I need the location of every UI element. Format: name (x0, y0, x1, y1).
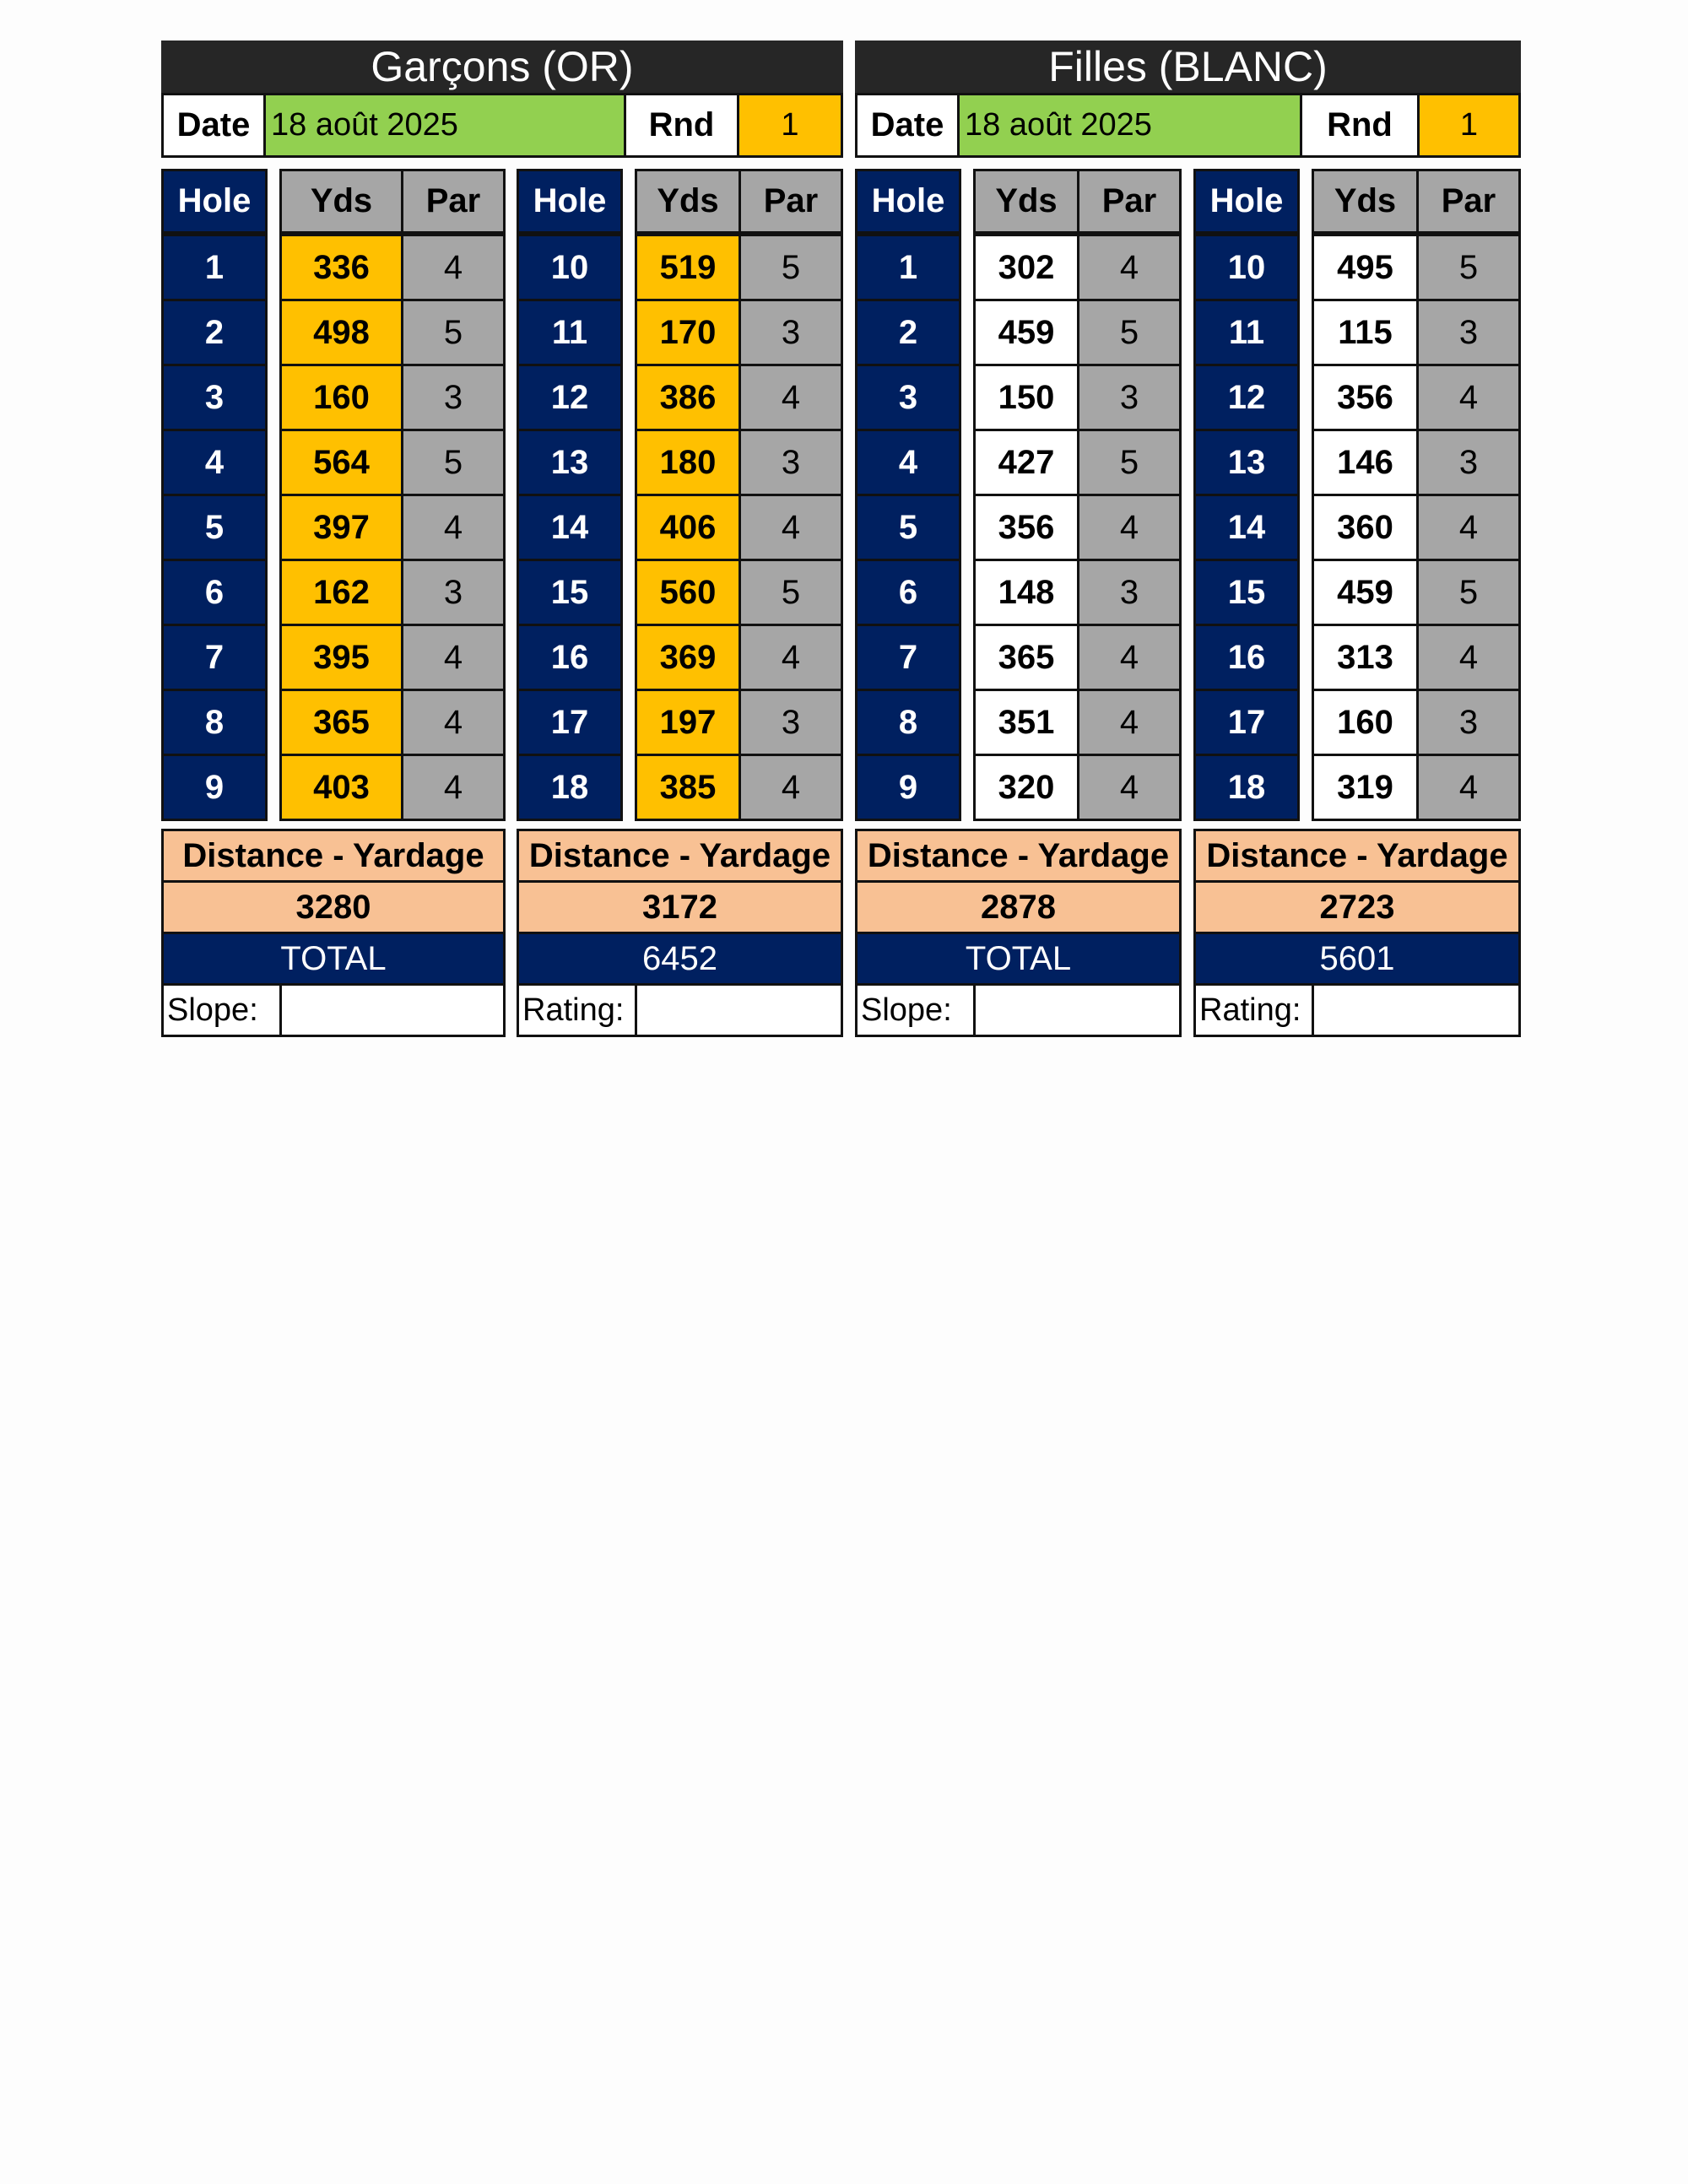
boys-date-label: Date (161, 93, 266, 158)
girls-front-hole-cell: 1 (855, 234, 961, 301)
boys-back-hole-cell: 15 (517, 559, 623, 626)
boys-slope-label: Slope: (161, 983, 282, 1037)
boys-back-yds-header: Yds (635, 169, 741, 234)
girls-back-hole-cell: 11 (1193, 299, 1300, 366)
girls-front-hole-cell: 6 (855, 559, 961, 626)
boys-front-yds-cell: 395 (279, 624, 403, 691)
boys-date-value[interactable]: 18 août 2025 (263, 93, 626, 158)
boys-back-hole-cell: 18 (517, 754, 623, 821)
boys-slope-input[interactable] (279, 983, 506, 1037)
boys-front-hole-cell: 4 (161, 429, 268, 496)
boys-front-yds-cell: 160 (279, 364, 403, 431)
girls-back-hole-cell: 15 (1193, 559, 1300, 626)
boys-front-hole-cell: 5 (161, 494, 268, 561)
boys-back-yds-cell: 406 (635, 494, 741, 561)
girls-front-hole-cell: 9 (855, 754, 961, 821)
girls-front-par-cell: 5 (1077, 299, 1182, 366)
boys-front-yds-cell: 564 (279, 429, 403, 496)
girls-total-value: 5601 (1193, 932, 1521, 986)
girls-front-par-cell: 4 (1077, 494, 1182, 561)
girls-rating-label: Rating: (1193, 983, 1314, 1037)
boys-front-hole-cell: 2 (161, 299, 268, 366)
girls-slope-label: Slope: (855, 983, 976, 1037)
boys-back-par-cell: 5 (738, 559, 843, 626)
boys-back-par-cell: 3 (738, 689, 843, 756)
girls-front-hole-header: Hole (855, 169, 961, 234)
girls-front-yds-header: Yds (973, 169, 1079, 234)
boys-front-par-cell: 4 (401, 234, 506, 301)
boys-back-hole-header: Hole (517, 169, 623, 234)
girls-front-hole-cell: 7 (855, 624, 961, 691)
boys-front-hole-cell: 6 (161, 559, 268, 626)
girls-back-hole-cell: 12 (1193, 364, 1300, 431)
boys-front-par-cell: 3 (401, 559, 506, 626)
girls-back-yds-cell: 319 (1312, 754, 1419, 821)
boys-back-yds-cell: 519 (635, 234, 741, 301)
boys-back-yds-cell: 386 (635, 364, 741, 431)
girls-back-distance-label: Distance - Yardage (1193, 829, 1521, 883)
boys-back-yds-cell: 180 (635, 429, 741, 496)
boys-rnd-value[interactable]: 1 (737, 93, 843, 158)
boys-total-value: 6452 (517, 932, 843, 986)
girls-date-value[interactable]: 18 août 2025 (957, 93, 1302, 158)
girls-back-par-header: Par (1416, 169, 1521, 234)
boys-back-yds-cell: 170 (635, 299, 741, 366)
girls-slope-input[interactable] (973, 983, 1182, 1037)
girls-back-par-cell: 4 (1416, 624, 1521, 691)
boys-back-distance-label: Distance - Yardage (517, 829, 843, 883)
boys-back-par-cell: 4 (738, 494, 843, 561)
boys-front-par-cell: 4 (401, 624, 506, 691)
girls-front-yds-cell: 351 (973, 689, 1079, 756)
girls-back-yds-cell: 313 (1312, 624, 1419, 691)
boys-back-yds-cell: 369 (635, 624, 741, 691)
girls-front-par-cell: 3 (1077, 364, 1182, 431)
boys-rating-input[interactable] (635, 983, 843, 1037)
girls-back-hole-cell: 17 (1193, 689, 1300, 756)
girls-back-yds-header: Yds (1312, 169, 1419, 234)
boys-back-hole-cell: 16 (517, 624, 623, 691)
girls-back-yds-cell: 160 (1312, 689, 1419, 756)
boys-front-hole-cell: 7 (161, 624, 268, 691)
girls-back-par-cell: 3 (1416, 299, 1521, 366)
boys-front-hole-header: Hole (161, 169, 268, 234)
girls-back-yds-cell: 459 (1312, 559, 1419, 626)
girls-front-par-cell: 4 (1077, 624, 1182, 691)
girls-front-hole-cell: 4 (855, 429, 961, 496)
girls-date-label: Date (855, 93, 960, 158)
boys-back-hole-cell: 12 (517, 364, 623, 431)
boys-back-par-header: Par (738, 169, 843, 234)
girls-front-distance-value: 2878 (855, 880, 1182, 934)
boys-front-yds-cell: 336 (279, 234, 403, 301)
boys-rnd-label: Rnd (624, 93, 739, 158)
boys-title: Garçons (OR) (161, 41, 843, 93)
girls-front-yds-cell: 427 (973, 429, 1079, 496)
girls-back-par-cell: 5 (1416, 559, 1521, 626)
girls-back-distance-value: 2723 (1193, 880, 1521, 934)
girls-back-hole-header: Hole (1193, 169, 1300, 234)
boys-back-par-cell: 4 (738, 364, 843, 431)
girls-back-par-cell: 3 (1416, 689, 1521, 756)
girls-front-distance-label: Distance - Yardage (855, 829, 1182, 883)
girls-back-yds-cell: 115 (1312, 299, 1419, 366)
girls-front-par-header: Par (1077, 169, 1182, 234)
boys-back-yds-cell: 385 (635, 754, 741, 821)
girls-rnd-value[interactable]: 1 (1417, 93, 1521, 158)
girls-front-yds-cell: 459 (973, 299, 1079, 366)
boys-front-yds-cell: 403 (279, 754, 403, 821)
boys-rating-label: Rating: (517, 983, 637, 1037)
girls-back-hole-cell: 13 (1193, 429, 1300, 496)
girls-back-hole-cell: 16 (1193, 624, 1300, 691)
girls-back-hole-cell: 14 (1193, 494, 1300, 561)
boys-back-hole-cell: 17 (517, 689, 623, 756)
girls-back-par-cell: 4 (1416, 364, 1521, 431)
girls-back-hole-cell: 18 (1193, 754, 1300, 821)
girls-total-label: TOTAL (855, 932, 1182, 986)
boys-front-yds-cell: 162 (279, 559, 403, 626)
boys-front-distance-value: 3280 (161, 880, 506, 934)
boys-back-hole-cell: 13 (517, 429, 623, 496)
boys-front-par-cell: 4 (401, 494, 506, 561)
boys-back-hole-cell: 11 (517, 299, 623, 366)
boys-front-par-cell: 5 (401, 429, 506, 496)
boys-front-hole-cell: 1 (161, 234, 268, 301)
girls-front-yds-cell: 356 (973, 494, 1079, 561)
boys-back-par-cell: 5 (738, 234, 843, 301)
girls-front-hole-cell: 5 (855, 494, 961, 561)
boys-front-distance-label: Distance - Yardage (161, 829, 506, 883)
boys-front-par-cell: 4 (401, 689, 506, 756)
girls-back-par-cell: 5 (1416, 234, 1521, 301)
boys-front-hole-cell: 9 (161, 754, 268, 821)
boys-back-hole-cell: 14 (517, 494, 623, 561)
girls-back-par-cell: 3 (1416, 429, 1521, 496)
girls-back-par-cell: 4 (1416, 754, 1521, 821)
boys-front-par-header: Par (401, 169, 506, 234)
boys-front-par-cell: 4 (401, 754, 506, 821)
girls-front-yds-cell: 302 (973, 234, 1079, 301)
boys-back-yds-cell: 560 (635, 559, 741, 626)
boys-front-yds-header: Yds (279, 169, 403, 234)
girls-back-hole-cell: 10 (1193, 234, 1300, 301)
girls-front-hole-cell: 3 (855, 364, 961, 431)
girls-front-par-cell: 3 (1077, 559, 1182, 626)
girls-back-par-cell: 4 (1416, 494, 1521, 561)
girls-front-par-cell: 5 (1077, 429, 1182, 496)
boys-back-yds-cell: 197 (635, 689, 741, 756)
girls-front-yds-cell: 148 (973, 559, 1079, 626)
boys-front-yds-cell: 498 (279, 299, 403, 366)
girls-title: Filles (BLANC) (855, 41, 1521, 93)
girls-front-hole-cell: 8 (855, 689, 961, 756)
boys-front-par-cell: 3 (401, 364, 506, 431)
girls-rnd-label: Rnd (1300, 93, 1420, 158)
boys-front-hole-cell: 3 (161, 364, 268, 431)
boys-front-yds-cell: 397 (279, 494, 403, 561)
girls-front-par-cell: 4 (1077, 234, 1182, 301)
girls-back-yds-cell: 356 (1312, 364, 1419, 431)
girls-front-yds-cell: 320 (973, 754, 1079, 821)
boys-back-hole-cell: 10 (517, 234, 623, 301)
girls-back-yds-cell: 360 (1312, 494, 1419, 561)
boys-back-par-cell: 4 (738, 624, 843, 691)
girls-front-yds-cell: 150 (973, 364, 1079, 431)
girls-front-par-cell: 4 (1077, 754, 1182, 821)
girls-rating-input[interactable] (1312, 983, 1521, 1037)
boys-total-label: TOTAL (161, 932, 506, 986)
girls-back-yds-cell: 146 (1312, 429, 1419, 496)
boys-back-par-cell: 3 (738, 429, 843, 496)
girls-back-yds-cell: 495 (1312, 234, 1419, 301)
girls-front-hole-cell: 2 (855, 299, 961, 366)
boys-front-hole-cell: 8 (161, 689, 268, 756)
boys-back-par-cell: 3 (738, 299, 843, 366)
boys-back-distance-value: 3172 (517, 880, 843, 934)
girls-front-par-cell: 4 (1077, 689, 1182, 756)
girls-front-yds-cell: 365 (973, 624, 1079, 691)
boys-front-yds-cell: 365 (279, 689, 403, 756)
boys-back-par-cell: 4 (738, 754, 843, 821)
boys-front-par-cell: 5 (401, 299, 506, 366)
